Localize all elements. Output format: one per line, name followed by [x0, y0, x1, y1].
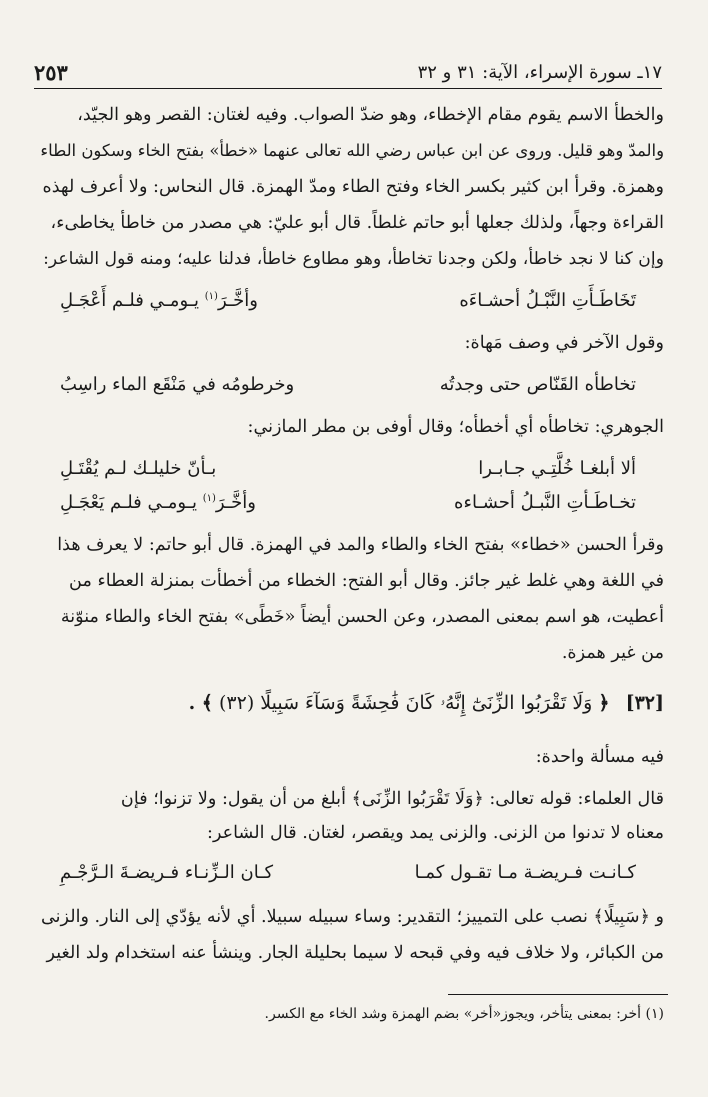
- poetry-verse-3: [60, 454, 636, 484]
- text-line-13: قال العلماء: قوله تعالى: ﴿وَلَا تَقْرَبُوا الزِّنَى﴾ أبلغ من أن يقول: ولا تزنوا؛ فإن: [120, 789, 664, 809]
- verse-hemistich-second: بـأنّ خليلـك لـم يُقْتَـلِ: [60, 458, 217, 479]
- ayah-end-marker: (٣٢): [218, 692, 255, 714]
- poetry-verse-4: [60, 488, 636, 518]
- text-line-11: من غير همزة.: [561, 643, 664, 663]
- poetry-verse-1: [60, 286, 636, 316]
- footnote-marker: (١): [202, 493, 216, 504]
- verse-hemistich-second: كـان الـزِّنـاء فـريضـةَ الـرَّجْـمِ: [60, 862, 274, 883]
- text-line-3: وهمزة. وقرأ ابن كثير بكسر الخاء وفتح الطاء ومدّ الهمزة. قال النحاس: ولا أعرف لهذه: [42, 177, 664, 197]
- quran-verse: [٣٢] ﴿ وَلَا تَقْرَبُوا الزِّنَىٰٓ إِنَّهُۥ كَانَ فَٰحِشَةً وَسَآءَ سَبِيلًا (٣٢) ﴾ .: [188, 692, 664, 714]
- page-number: ٢٥٣: [34, 60, 68, 85]
- verse-hemistich-second: وأخَّـرَ$^{(١)}$ يـومـي فلـم يَعْجَـلِ: [60, 492, 256, 513]
- verse-hemistich-first: تخـاطَـأتِ النَّبـلُ أحشـاءه: [454, 492, 636, 513]
- verse-hemistich-second: وأخَّـرَ$^{(١)}$ يـومـي فلـم أَعْجَـلِ: [60, 290, 258, 311]
- text-line-8: وقرأ الحسن «خطاء» بفتح الخاء والطاء والمد في الهمزة. قال أبو حاتم: لا يعرف هذا: [57, 535, 664, 555]
- footnote: (١) أخر: بمعنى يتأخر، ويجوز«أخر» بضم الهمزة وشد الخاء مع الكسر.: [264, 1006, 664, 1022]
- text-line-14: معناه لا تدنوا من الزنى. والزنى يمد ويقصر، لغتان. قال الشاعر:: [207, 823, 664, 843]
- text-line-5: وإن كنا لا نجد خاطأ، ولكن وجدنا تخاطأ، وهو مطاوع خاطأ، فدلنا عليه؛ ومنه قول الشاعر:: [43, 249, 664, 269]
- verse-hemistich-first: ألا أبلغـا خُلَّتِـي جـابـرا: [478, 458, 636, 479]
- verse-hemistich-first: كـانـت فـريضـة مـا تقـول كمـا: [414, 862, 636, 883]
- text-line-2: والمدّ وهو قليل. وروى عن ابن عباس رضي الله تعالى عنهما «خطأ» بفتح الخاء وسكون الطاء: [40, 141, 664, 160]
- footnote-divider: [448, 994, 668, 995]
- text-line-10: أعطيت، هو اسم بمعنى المصدر، وعن الحسن أيضاً «خَطًى» بفتح الخاء والطاء منوّنة: [60, 607, 664, 627]
- footnote-marker: (١): [204, 291, 218, 302]
- verse-text: وَلَا تَقْرَبُوا الزِّنَىٰٓ إِنَّهُۥ كَانَ فَٰحِشَةً وَسَآءَ سَبِيلًا: [260, 692, 593, 714]
- running-title: ١٧ـ سورة الإسراء، الآية: ٣١ و ٣٢: [417, 62, 662, 83]
- verse-hemistich-second: وخرطومُه في مَنْقَع الماء راسِبُ: [60, 374, 295, 395]
- verse-hemistich-first: تَخَاطَـأَتِ النَّبْـلُ أحشـاءَه: [459, 290, 636, 311]
- text-line-4: القراءة وجهاً، ولذلك جعلها أبو حاتم غلطاً. قال أبو عليّ: هي مصدر من خاطأ يخاطىء،: [50, 213, 664, 233]
- verse-number: [٣٢]: [625, 692, 664, 714]
- poetry-verse-2: [60, 370, 636, 400]
- text-line-16: من الكبائر، ولا خلاف فيه وفي قبحه لا سيما بحليلة الجار. وينشأ عنه استخدام ولد الغير: [46, 943, 664, 963]
- text-line-7: الجوهري: تخاطأه أي أخطأه؛ وقال أوفى بن مطر المازني:: [247, 417, 664, 437]
- page-header: [34, 58, 662, 89]
- text-line-6: وقول الآخر في وصف مَهاة:: [464, 333, 664, 353]
- verse-hemistich-first: تخاطأه القَنّاص حتى وجدتُه: [439, 374, 636, 395]
- text-line-9: في اللغة وهي غلط غير جائز. وقال أبو الفتح: الخطاء من أخطأت بمنزلة العطاء من: [69, 571, 664, 591]
- poetry-verse-5: [60, 858, 636, 888]
- text-line-1: والخطأ الاسم يقوم مقام الإخطاء، وهو ضدّ الصواب. وفيه لغتان: القصر وهو الجيّد،: [77, 105, 664, 125]
- text-line-15: و ﴿سَبِيلًا﴾ نصب على التمييز؛ التقدير: وساء سبيله سبيلا. أي لأنه يؤدّي إلى النار. والزنى: [40, 907, 664, 927]
- text-line-12: فيه مسألة واحدة:: [535, 747, 664, 767]
